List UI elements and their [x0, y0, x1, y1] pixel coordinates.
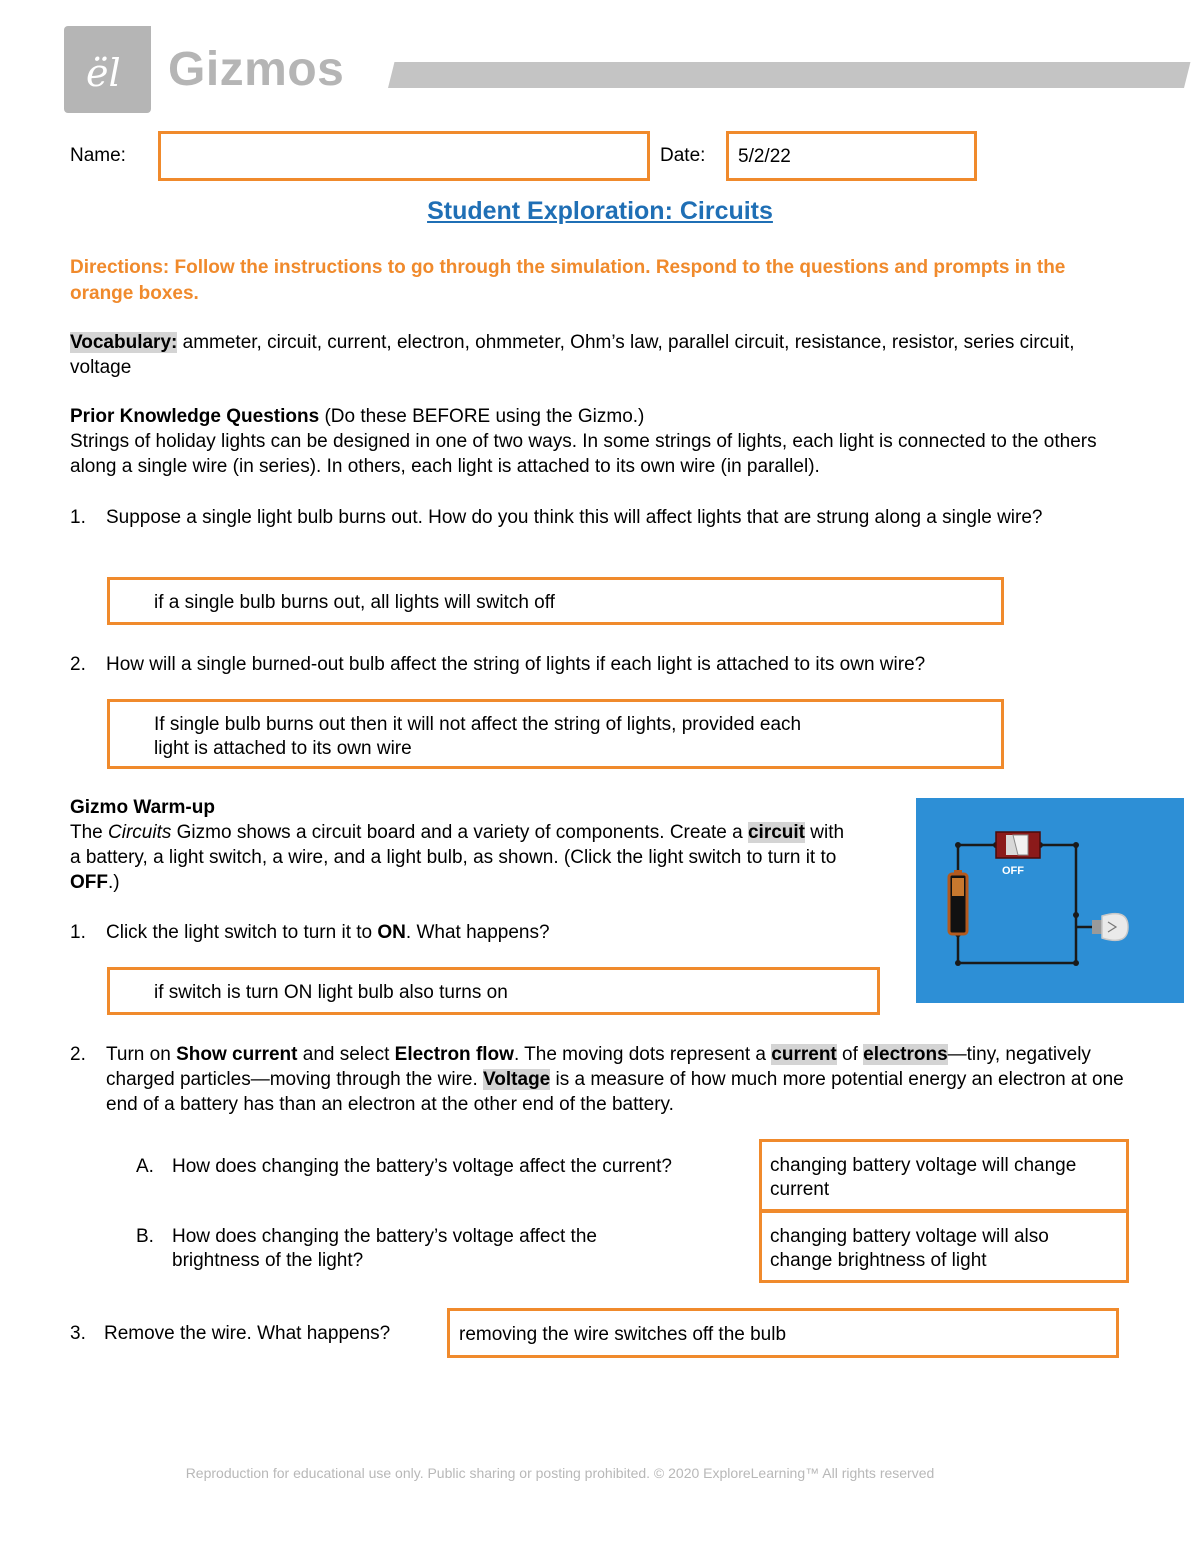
name-label: Name: — [70, 145, 126, 166]
header-bar — [388, 62, 1190, 88]
warmup-heading: Gizmo Warm-up — [70, 797, 215, 818]
pk-q1-text: Suppose a single light bulb burns out. How do you think this will affect lights that are strung along a single wire? — [106, 507, 1043, 528]
warmup-q3-answer: removing the wire switches off the bulb — [459, 1324, 787, 1345]
pk-q2-text: How will a single burned-out bulb affect the string of lights if each light is attached to its own wire? — [106, 654, 926, 675]
brand-name: Gizmos — [168, 43, 345, 96]
warmup-q3-number: 3. — [70, 1323, 86, 1344]
date-field[interactable] — [726, 131, 977, 181]
warmup-intro-part: with a battery, a light switch, a wire, and a light bulb, as shown. (Click the light switch to turn it to — [70, 822, 845, 868]
warmup-qB-answer-line2: change brightness of light — [770, 1250, 987, 1271]
warmup-intro-part: .) — [108, 872, 120, 893]
battery-icon — [949, 870, 967, 934]
warmup-intro-part: Gizmo shows a circuit board and a variety of components. Create a — [171, 822, 748, 843]
pk-q2-answer-line1: If single bulb burns out then it will not affect the string of lights, provided each — [154, 714, 802, 735]
warmup-q2-text — [106, 1042, 1126, 1117]
electron-flow-term: Electron flow — [394, 1044, 514, 1065]
warmup-intro-part: The — [70, 822, 109, 843]
pk-q1-number: 1. — [70, 507, 86, 528]
wire-icon — [958, 845, 1076, 963]
warmup-qA-answer-box[interactable] — [759, 1139, 1129, 1212]
name-field[interactable] — [158, 131, 650, 181]
warmup-q2-part: is a measure of how much more potential energy an electron at one end of a battery has than an electron at the other end of the battery. — [106, 1069, 1124, 1115]
prior-knowledge-note: (Do these BEFORE using the Gizmo.) — [324, 406, 645, 427]
light-bulb-icon — [1076, 914, 1128, 941]
warmup-q1-answer-box[interactable] — [107, 967, 880, 1015]
svg-text:ël: ël — [86, 51, 121, 95]
vocabulary-label: Vocabulary: — [70, 332, 178, 353]
warmup-qB-letter: B. — [136, 1226, 154, 1247]
warmup-q1-answer: if switch is turn ON light bulb also turns on — [154, 982, 508, 1003]
warmup-qA-answer-line2: current — [770, 1179, 830, 1200]
circuit-image — [916, 798, 1184, 1003]
pk-q2-number: 2. — [70, 654, 86, 675]
prior-knowledge-intro: Strings of holiday lights can be designed in one of two ways. In some strings of lights, each light is connected to the others along a single wire (in series). In others, each light is attached to its own wire (in parallel). — [70, 431, 1097, 477]
vocab-circuit: circuit — [747, 822, 806, 843]
warmup-qA-answer-line1: changing battery voltage will change — [770, 1155, 1077, 1176]
pk-q1-answer: if a single bulb burns out, all lights will switch off — [154, 592, 555, 613]
date-label: Date: — [660, 145, 706, 166]
vocabulary-terms: ammeter, circuit, current, electron, ohmmeter, Ohm’s law, parallel circuit, resistance, resistor, series circuit, voltage — [70, 332, 1075, 378]
prior-knowledge-title: Prior Knowledge Questions — [70, 406, 320, 427]
warmup-q1-part: . What happens? — [405, 922, 550, 943]
warmup-intro — [70, 820, 850, 895]
vocabulary — [70, 330, 1115, 380]
warmup-q1-part: Click the light switch to turn it to — [106, 922, 378, 943]
directions: Directions: Follow the instructions to go through the simulation. Respond to the questions and prompts in the orange boxes. — [70, 257, 1066, 304]
warmup-q2-part: of — [836, 1044, 864, 1065]
vocab-voltage: Voltage — [483, 1069, 551, 1090]
footer-copyright: Reproduction for educational use only. Public sharing or posting prohibited. © 2020 ExploreLearning™ All rights reserved — [185, 1465, 935, 1481]
warmup-intro-gizmo-name: Circuits — [108, 822, 172, 843]
show-current-term: Show current — [176, 1044, 298, 1065]
warmup-q2-part: —tiny, negatively charged particles—moving through the wire. — [106, 1044, 1091, 1090]
vocab-electrons: electrons — [863, 1044, 948, 1065]
warmup-q1-number: 1. — [70, 922, 86, 943]
date-value: 5/2/22 — [738, 146, 791, 167]
pk-q1-answer-box[interactable] — [107, 577, 1004, 625]
pk-q2-answer-line2: light is attached to its own wire — [154, 738, 412, 759]
prior-knowledge-heading — [70, 404, 644, 429]
switch-icon — [996, 832, 1040, 858]
switch-label: OFF — [1002, 865, 1024, 877]
warmup-q2-number: 2. — [70, 1044, 86, 1065]
warmup-q1-text — [106, 920, 550, 945]
warmup-qB-text-line1: How does changing the battery’s voltage affect the — [172, 1226, 597, 1247]
warmup-qA-text: How does changing the battery’s voltage affect the current? — [172, 1156, 672, 1177]
page-title: Student Exploration: Circuits — [427, 197, 773, 225]
warmup-q1-on: ON — [377, 922, 406, 943]
warmup-q2-part: . The moving dots represent a — [513, 1044, 772, 1065]
warmup-qA-letter: A. — [136, 1156, 154, 1177]
vocab-current: current — [771, 1044, 837, 1065]
warmup-q2-part: Turn on — [106, 1044, 177, 1065]
warmup-intro-off: OFF — [70, 872, 108, 893]
warmup-qB-text-line2: brightness of the light? — [172, 1250, 364, 1271]
warmup-qB-answer-line1: changing battery voltage will also — [770, 1226, 1049, 1247]
pk-q2-answer-box[interactable] — [107, 699, 1004, 769]
warmup-q3-text: Remove the wire. What happens? — [104, 1323, 391, 1344]
warmup-qB-answer-box[interactable] — [759, 1210, 1129, 1283]
el-logo-icon — [64, 26, 151, 113]
warmup-q3-answer-box[interactable] — [447, 1308, 1119, 1358]
warmup-q2-part: and select — [297, 1044, 395, 1065]
